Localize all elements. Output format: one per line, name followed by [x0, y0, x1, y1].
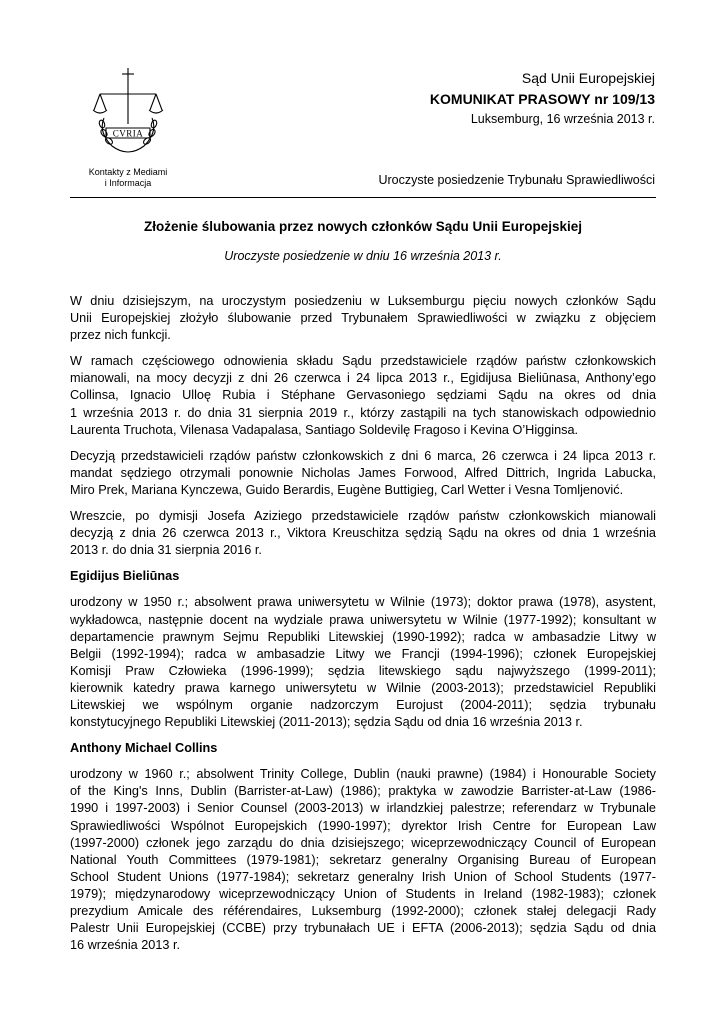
text-line: School Student Unions (1977-1984); sekretarz generalny Irish Union of School Students (1977-: [70, 869, 656, 884]
text-line: kierownik katedry prawa karnego uniwersytetu w Wilnie (2003-2013); przedstawiciel Republiki: [70, 680, 656, 695]
text-line: przez nich funkcji.: [70, 328, 171, 343]
media-contact-label: Kontakty z Mediami i Informacja: [88, 167, 168, 188]
text-line: 16 września 2013 r.: [70, 938, 181, 953]
text-line: Wreszcie, po dymisji Josefa Aziziego przedstawiciele rządów państw członkowskich mianowali: [70, 509, 656, 524]
text-line: Decyzją przedstawicieli rządów państw członkowskich z dni 6 marca, 26 czerwca i 24 lipca 2013 r.: [70, 448, 656, 463]
paragraph: [70, 293, 656, 344]
text-line: Komisji Praw Człowieka (1996-1999); sędzia litewskiego sądu najwyższego (1999-2011);: [70, 663, 656, 678]
text-line: (1997-2000) członek jego zarządu do dnia dzisiejszego; wiceprzewodniczący Council of European: [70, 835, 656, 850]
court-name: Sąd Unii Europejskiej: [521, 70, 655, 86]
bio-paragraph: [70, 766, 656, 954]
paragraph: [70, 353, 656, 438]
text-line: mianowali, na mocy decyzji z dni 26 czerwca i 24 lipca 2013 r., Egidijusa Bieliūnasa, Anthony’ego: [70, 371, 656, 386]
bio-heading: Anthony Michael Collins: [70, 741, 218, 756]
place-date: Luksemburg, 16 września 2013 r.: [470, 112, 655, 126]
press-release-number: KOMUNIKAT PRASOWY nr 109/13: [429, 91, 655, 107]
text-line: Miro Prek, Mariana Kynczewa, Guido Berardis, Eugène Buttigieg, Carl Wetter i Vesna Tomljenović.: [70, 482, 624, 497]
text-line: National Youth Committees (1979-1981); sekretarz generalny Organising Bureau of European: [70, 852, 656, 867]
document-body: [70, 293, 656, 954]
document-subtitle: Uroczyste posiedzenie w dniu 16 września 2013 r.: [224, 249, 502, 263]
text-line: Collinsa, Ignacio Ulloę Rubia i Stéphane Gervasoniego sędziami Sądu na okres od dnia: [70, 388, 656, 403]
text-line: Litewskiej we wspólnym organie nadzorczym Eurojust (2004-2011); sędzia trybunału: [70, 697, 656, 712]
cvria-logo: [88, 66, 168, 162]
text-line: urodzony w 1960 r.; absolwent Trinity College, Dublin (nauki prawne) (1984) i Honourable Society: [70, 767, 656, 782]
text-line: Sprawiedliwości Wspólnot Europejskich (1990-1997); dyrektor Irish Centre for European Law: [70, 818, 656, 833]
text-line: urodzony w 1950 r.; absolwent prawa uniwersytetu w Wilnie (1973); doktor prawa (1978), asystent,: [70, 595, 656, 610]
document-title: Złożenie ślubowania przez nowych członków Sądu Unii Europejskiej: [143, 219, 583, 234]
text-line: Laurenta Truchota, Vilenasa Vadapalasa, Santiago Soldevilę Fragoso i Kevina O’Higginsa.: [70, 422, 579, 437]
bio-paragraph: [70, 594, 656, 731]
text-line: konstytucyjnego Republiki Litewskiej (2011-2013); sędzia Sądu od dnia 16 września 2013 r.: [70, 715, 583, 730]
release-subject: Uroczyste posiedzenie Trybunału Sprawiedliwości: [378, 173, 655, 187]
text-line: Unii Europejskiej złożyło ślubowanie przed Trybunałem Sprawiedliwości w związku z objęciem: [70, 311, 656, 326]
paragraph: [70, 448, 656, 499]
text-line: mandat sędziego otrzymali ponownie Nicholas James Forwood, Alfred Dittrich, Ingrida Labucka,: [70, 465, 656, 480]
text-line: prezydium Amicale des référendaires, Luksemburg (1992-2000); członek stałej delegacji Rady: [70, 904, 656, 918]
text-line: W ramach częściowego odnowienia składu Sądu przedstawiciele rządów państw członkowskich: [70, 354, 656, 369]
text-line: decyzją z dnia 26 czerwca 2013 r., Viktora Kreuschitza sędzią Sądu na okres od dnia 1 września: [70, 526, 656, 541]
text-line: of the King's Inns, Dublin (Barrister-at-Law) (1986); praktyka w zawodzie Barrister-at-Law (1986-: [70, 784, 656, 799]
text-line: 1990 i 1997-2003) i Senior Counsel (2003-2013) w irlandzkiej palestrze; referendarz w Trybunale: [70, 801, 656, 816]
logo-text: CVRIA: [112, 128, 144, 139]
text-line: W dniu dzisiejszym, na uroczystym posiedzeniu w Luksemburgu pięciu nowych członków Sądu: [70, 294, 656, 308]
paragraph: [70, 508, 656, 559]
text-line: Belgii (1992-1994); radca w ambasadzie Litwy we Francji (1994-1996); członek Europejskiej: [70, 646, 656, 661]
header-divider: [70, 197, 656, 198]
text-line: wykładowca, następnie docent na wydziale prawa uniwersytetu w Wilnie (1977-1992); konsultant w: [70, 612, 656, 627]
text-line: 1979); międzynarodowy wiceprzewodniczący Union of Students in Ireland (1982-1983); członek: [70, 886, 656, 901]
text-line: 2013 r. do dnia 31 sierpnia 2016 r.: [70, 543, 262, 558]
bio-heading: Egidijus Bieliūnas: [70, 569, 180, 584]
text-line: 1 września 2013 r. do dnia 31 sierpnia 2019 r., którzy zastąpili na tych stanowiskach odpowiednio: [70, 405, 656, 420]
text-line: departamencie prawnym Sejmu Republiki Litewskiej (1990-1992); radca w ambasadzie Litwy w: [70, 629, 656, 644]
text-line: Palestr Unii Europejskiej (CCBE) przy trybunałach UE i EFTA (2006-2013); sędzia Sądu od dnia: [70, 921, 656, 936]
